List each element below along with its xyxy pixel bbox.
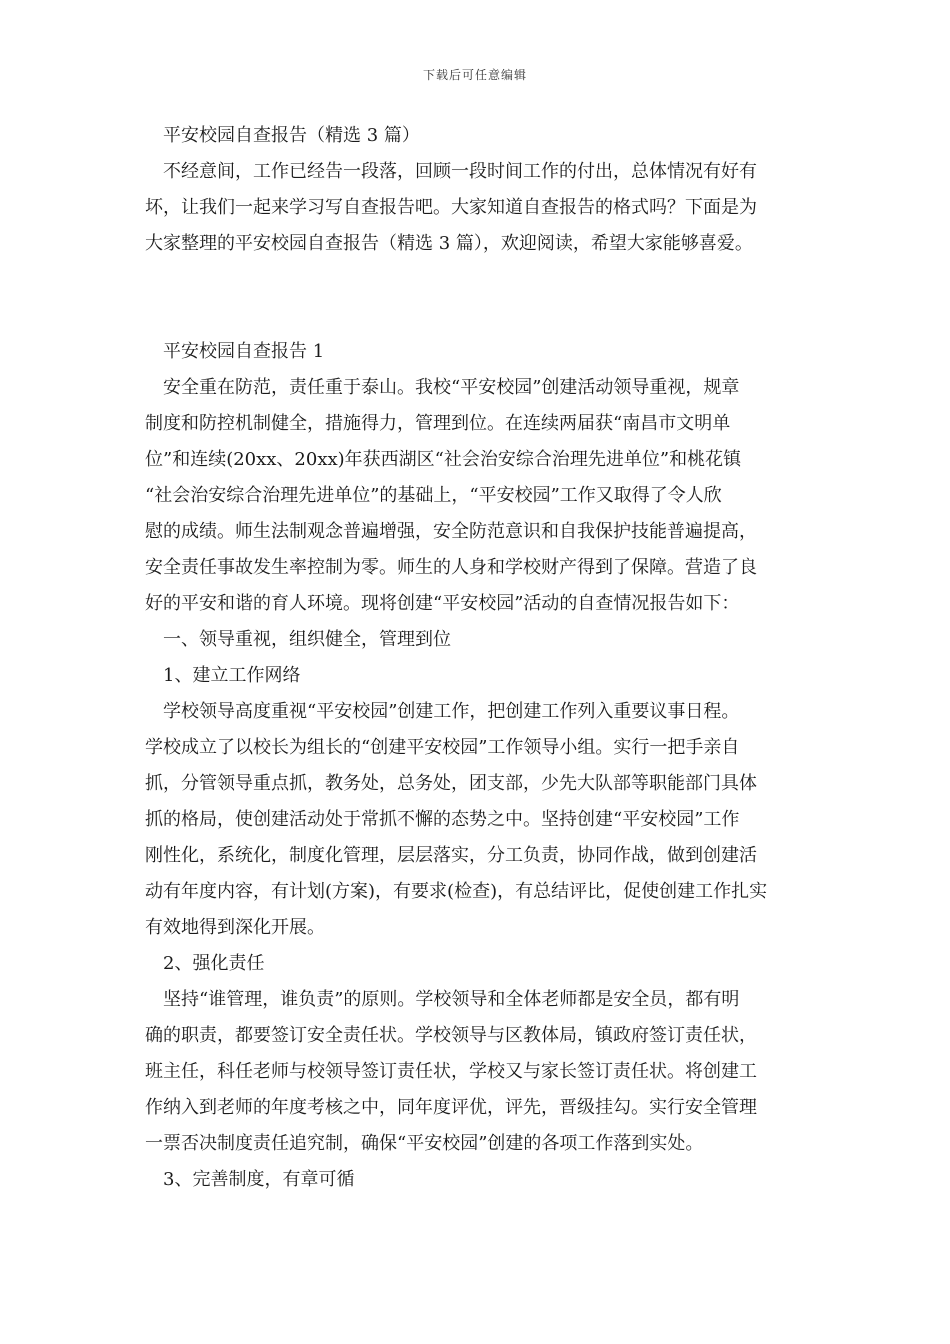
paragraph-line: 学校领导高度重视“平安校园”创建工作，把创建工作列入重要议事日程。: [163, 701, 740, 722]
paragraph-line: 有效地得到深化开展。: [145, 917, 325, 938]
paragraph-line: 安全责任事故发生率控制为零。师生的人身和学校财产得到了保障。营造了良: [145, 557, 757, 578]
intro-line: 不经意间，工作已经告一段落，回顾一段时间工作的付出，总体情况有好有: [163, 161, 757, 182]
paragraph-line: 确的职责，都要签订安全责任状。学校领导与区教体局，镇政府签订责任状，: [145, 1025, 757, 1046]
section-spacer: [145, 262, 815, 334]
section-title: 平安校园自查报告 1: [163, 341, 325, 362]
document-body: [145, 118, 815, 1198]
paragraph-line: 学校成立了以校长为组长的“创建平安校园”工作领导小组。实行一把手亲自: [145, 737, 740, 758]
document-title: 平安校园自查报告（精选 3 篇）: [163, 125, 420, 146]
paragraph-line: 制度和防控机制健全，措施得力，管理到位。在连续两届获“南昌市文明单: [145, 413, 731, 434]
paragraph-line: 慰的成绩。师生法制观念普遍增强，安全防范意识和自我保护技能普遍提高，: [145, 521, 757, 542]
heading-level-1: 一、领导重视，组织健全，管理到位: [163, 629, 451, 650]
paragraph-line: 位”和连续(20xx、20xx)年获西湖区“社会治安综合治理先进单位”和桃花镇: [145, 449, 742, 470]
paragraph-line: 作纳入到老师的年度考核之中，同年度评优，评先，晋级挂勾。实行安全管理: [145, 1097, 757, 1118]
paragraph-line: 安全重在防范，责任重于泰山。我校“平安校园”创建活动领导重视，规章: [163, 377, 740, 398]
subheading-1: 1、建立工作网络: [163, 665, 301, 686]
paragraph-line: 动有年度内容，有计划(方案)，有要求(检查)，有总结评比，促使创建工作扎实: [145, 881, 768, 902]
paragraph-line: 一票否决制度责任追究制，确保“平安校园”创建的各项工作落到实处。: [145, 1133, 704, 1154]
paragraph-line: 好的平安和谐的育人环境。现将创建“平安校园”活动的自查情况报告如下：: [145, 593, 740, 614]
subheading-2: 2、强化责任: [163, 953, 265, 974]
page-header-note: 下载后可任意编辑: [422, 68, 527, 82]
paragraph-line: 抓，分管领导重点抓，教务处，总务处，团支部，少先大队部等职能部门具体: [145, 773, 757, 794]
paragraph-line: 坚持“谁管理，谁负责”的原则。学校领导和全体老师都是安全员，都有明: [163, 989, 740, 1010]
paragraph-line: 抓的格局，使创建活动处于常抓不懈的态势之中。坚持创建“平安校园”工作: [145, 809, 740, 830]
subheading-3: 3、完善制度，有章可循: [163, 1169, 355, 1190]
paragraph-line: “社会治安综合治理先进单位”的基础上，“平安校园”工作又取得了令人欣: [145, 485, 722, 506]
paragraph-line: 班主任，科任老师与校领导签订责任状，学校又与家长签订责任状。将创建工: [145, 1061, 757, 1082]
paragraph-line: 刚性化，系统化，制度化管理，层层落实，分工负责，协同作战，做到创建活: [145, 845, 757, 866]
intro-line: 坏，让我们一起来学习写自查报告吧。大家知道自查报告的格式吗？下面是为: [145, 197, 757, 218]
intro-line: 大家整理的平安校园自查报告（精选 3 篇），欢迎阅读，希望大家能够喜爱。: [145, 233, 753, 254]
